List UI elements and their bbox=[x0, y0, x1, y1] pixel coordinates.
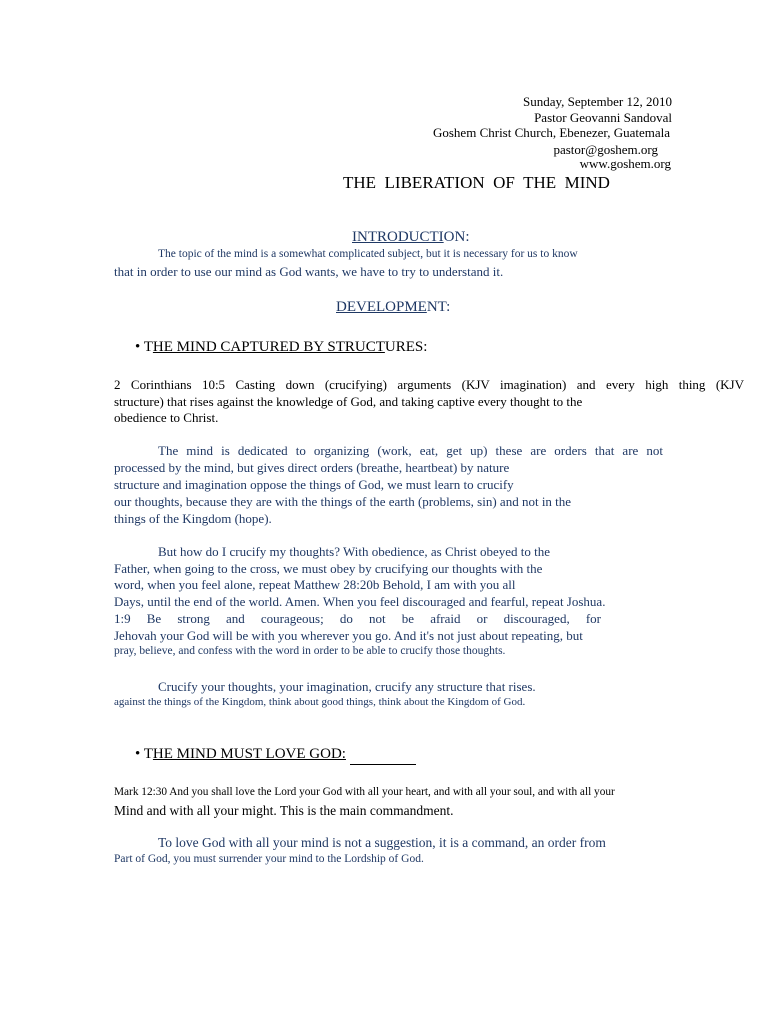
section2-heading bbox=[135, 746, 346, 763]
section1-para1-line-1: The mind is dedicated to organizing (work, eat, get up) these are orders that are not bbox=[158, 443, 663, 458]
section2-para1-line-2: Part of God, you must surrender your mind to the Lordship of God. bbox=[114, 853, 424, 865]
section1-para1-line-2: processed by the mind, but gives direct orders (breathe, heartbeat) by nature bbox=[114, 460, 510, 475]
section1-verse-line-2: structure) that rises against the knowledge of God, and taking captive every thought to the bbox=[114, 394, 583, 409]
section1-para2-line-2: Father, when going to the cross, we must obey by crucifying our thoughts with the bbox=[114, 561, 543, 576]
section1-para2-line-4: Days, until the end of the world. Amen. When you feel discouraged and fearful, repeat Joshua. bbox=[114, 594, 606, 609]
section2-bullet: • T bbox=[135, 746, 153, 762]
section1-para2-line-5: 1:9 Be strong and courageous; do not be afraid or discouraged, for bbox=[114, 611, 601, 626]
introduction-heading-rest: ON: bbox=[443, 229, 470, 245]
development-heading bbox=[336, 299, 450, 316]
introduction-heading-underlined: INTRODUCTI bbox=[352, 229, 444, 245]
section2-verse-line-1: Mark 12:30 And you shall love the Lord your God with all your heart, and with all your soul, and with all your bbox=[114, 786, 615, 798]
development-heading-underlined: DEVELOPME bbox=[336, 299, 427, 315]
section1-verse-line-1: 2 Corinthians 10:5 Casting down (crucifying) arguments (KJV imagination) and every high thing (KJV bbox=[114, 377, 744, 392]
section2-heading-trailing-underline bbox=[350, 764, 416, 765]
section1-para1-line-4: our thoughts, because they are with the things of the earth (problems, sin) and not in the bbox=[114, 494, 572, 509]
section1-para3-line-2: against the things of the Kingdom, think about good things, think about the Kingdom of God. bbox=[114, 696, 526, 708]
introduction-line-1: The topic of the mind is a somewhat complicated subject, but it is necessary for us to know bbox=[158, 248, 578, 260]
section1-para2-line-3: word, when you feel alone, repeat Matthew 28:20b Behold, I am with you all bbox=[114, 577, 516, 592]
section1-heading-rest: URES: bbox=[384, 339, 428, 355]
section1-heading bbox=[135, 339, 427, 356]
header-pastor: Pastor Geovanni Sandoval bbox=[534, 110, 672, 125]
header-email: pastor@goshem.org bbox=[553, 142, 658, 157]
section1-para2-line-7: pray, believe, and confess with the word in order to be able to crucify those thoughts. bbox=[114, 645, 506, 657]
section1-bullet: • T bbox=[135, 339, 153, 355]
header-church: Goshem Christ Church, Ebenezer, Guatemala bbox=[432, 125, 670, 140]
section2-para1-line-1: To love God with all your mind is not a suggestion, it is a command, an order from bbox=[158, 835, 606, 850]
section1-para2-line-1: But how do I crucify my thoughts? With obedience, as Christ obeyed to the bbox=[158, 544, 551, 559]
introduction-heading bbox=[352, 229, 470, 246]
development-heading-rest: NT: bbox=[426, 299, 451, 315]
section1-verse-line-3: obedience to Christ. bbox=[114, 410, 219, 425]
section1-para1-line-5: things of the Kingdom (hope). bbox=[114, 511, 272, 526]
header-date: Sunday, September 12, 2010 bbox=[523, 94, 672, 109]
section2-heading-underlined: HE MIND MUST LOVE GOD: bbox=[152, 746, 346, 762]
page-title: THE LIBERATION OF THE MIND bbox=[343, 173, 610, 192]
section1-heading-underlined: HE MIND CAPTURED BY STRUCT bbox=[152, 339, 385, 355]
introduction-line-2: that in order to use our mind as God wants, we have to try to understand it. bbox=[114, 264, 504, 279]
section1-para2-line-6: Jehovah your God will be with you wherever you go. And it's not just about repeating, but bbox=[114, 628, 583, 643]
section2-verse-line-2: Mind and with all your might. This is the main commandment. bbox=[114, 803, 454, 818]
section1-para1-line-3: structure and imagination oppose the things of God, we must learn to crucify bbox=[114, 477, 514, 492]
header-website: www.goshem.org bbox=[579, 156, 671, 171]
section1-para3-line-1: Crucify your thoughts, your imagination, crucify any structure that rises. bbox=[158, 679, 536, 694]
